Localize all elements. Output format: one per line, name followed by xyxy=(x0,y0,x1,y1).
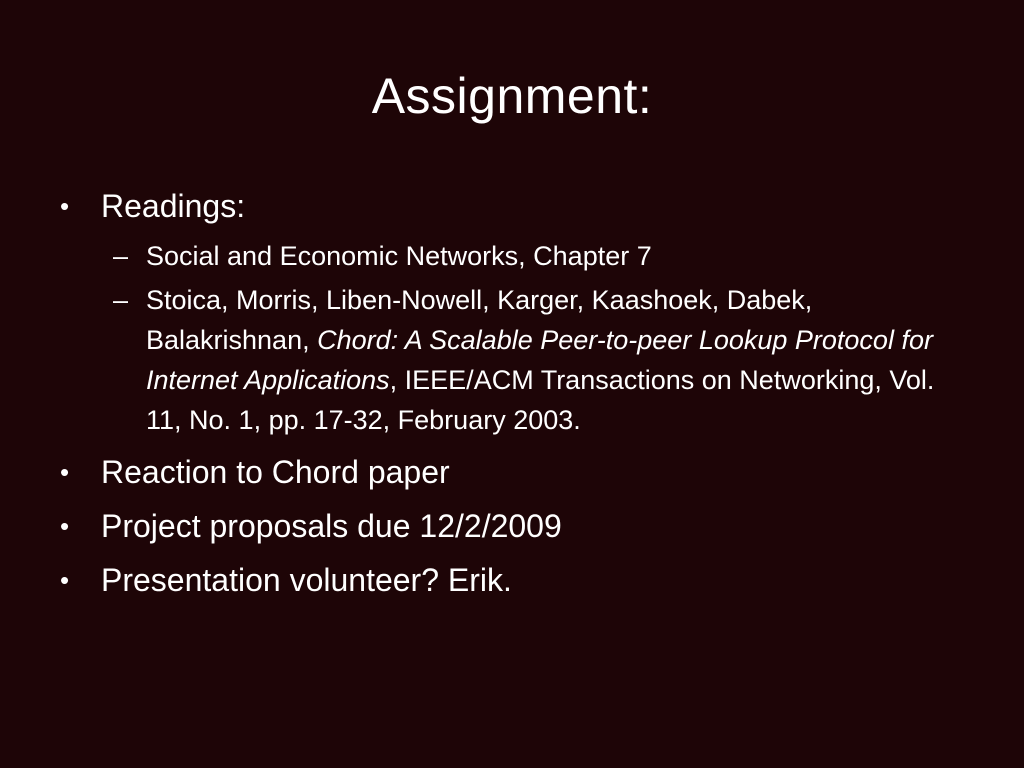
bullet-text: Reaction to Chord paper xyxy=(101,454,450,490)
slide-body xyxy=(60,186,970,600)
bullet-project-proposals xyxy=(60,506,970,546)
reading-authors: Stoica, Morris, Liben-Nowell, Karger, Kaashoek, Dabek, Balakrishnan, xyxy=(146,285,813,355)
reading-item xyxy=(60,280,970,440)
dash-icon: – xyxy=(113,241,129,271)
reading-item xyxy=(60,236,970,276)
dash-icon: – xyxy=(113,285,129,315)
bullet-icon: • xyxy=(60,511,70,541)
slide-title: Assignment: xyxy=(371,68,653,124)
readings-label: Readings: xyxy=(101,188,246,224)
bullet-readings xyxy=(60,186,970,226)
bullet-icon: • xyxy=(60,457,70,487)
bullet-icon: • xyxy=(60,565,70,595)
bullet-presentation xyxy=(60,560,970,600)
bullet-text: Presentation volunteer? Erik. xyxy=(101,562,512,598)
readings-list xyxy=(60,236,970,440)
bullet-icon: • xyxy=(60,191,70,221)
bullet-reaction xyxy=(60,452,970,492)
bullet-text: Project proposals due 12/2/2009 xyxy=(101,508,562,544)
reading-citation: , IEEE/ACM Transactions on Networking, Vol. 11, No. 1, pp. 17-32, February 2003. xyxy=(146,365,935,435)
reading-paper-title: Chord: A Scalable Peer-to-peer Lookup Protocol for Internet Applications xyxy=(146,325,933,395)
reading-text: Social and Economic Networks, Chapter 7 xyxy=(146,241,652,271)
